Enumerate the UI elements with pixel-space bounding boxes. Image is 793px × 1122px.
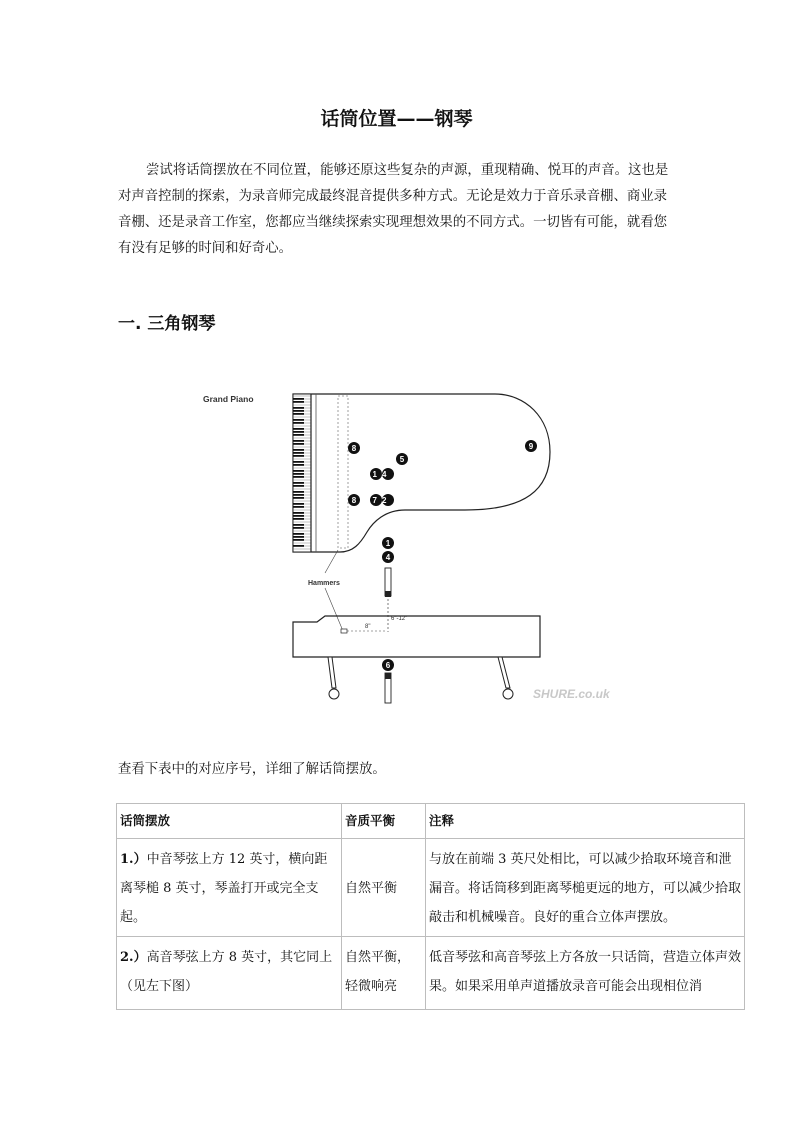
header-placement: 话筒摆放 (117, 804, 342, 839)
mic-marker-4 (382, 551, 394, 563)
shure-watermark: SHURE.co.uk (533, 687, 610, 701)
hammer-line (338, 396, 348, 548)
row1-balance: 自然平衡 (342, 839, 426, 937)
intro-paragraph: 尝试将话筒摆放在不同位置，能够还原这些复杂的声源，重现精确、悦耳的声音。这也是对声音控制的探索，为录音师完成最终混音提供多种方式。无论是效力于音乐录音棚、商业录音棚、还是录音工作室，您都应当继续探索实现理想效果的不同方式。一切皆有可能，就看您有没有足够的时间和好奇心。 (118, 163, 669, 256)
mic-marker-8-bottom (348, 494, 360, 506)
mic-marker-8-top (348, 442, 360, 454)
mic-marker-6 (382, 659, 394, 671)
vertical-distance-label: 6"-12" (391, 616, 408, 622)
row2-note: 低音琴弦和高音琴弦上方各放一只话筒，营造立体声效果。如果采用单声道播放录音可能会出现相位消 (426, 937, 745, 1010)
svg-text:8: 8 (351, 444, 357, 453)
header-balance: 音质平衡 (342, 804, 426, 839)
table-row (117, 839, 745, 937)
piano-lid-outline (293, 394, 550, 552)
row2-placement: 2.）高音琴弦上方 8 英寸，其它同上（见左下图） (117, 937, 342, 1010)
piano-side-view (293, 616, 540, 657)
row1-note: 与放在前端 3 英尺处相比，可以减少拾取环境音和泄漏音。将话筒移到距离琴槌更远的地方，可以减少拾取敲击和机械噪音。良好的重合立体声摆放。 (426, 839, 745, 937)
svg-text:72: 72 (372, 496, 392, 505)
table-row (117, 937, 745, 1010)
header-note: 注释 (426, 804, 745, 839)
svg-text:8: 8 (351, 496, 357, 505)
mic-marker-1-4 (370, 468, 394, 480)
mic-placement-table (116, 803, 745, 1010)
grand-piano-diagram (195, 382, 655, 712)
section-heading-grand-piano: 一. 三角钢琴 (118, 314, 216, 334)
mic-marker-9 (525, 440, 537, 452)
horizontal-distance-label: 8" (365, 624, 371, 630)
svg-text:9: 9 (528, 442, 534, 451)
mic-marker-1 (382, 537, 394, 549)
table-header-row (117, 804, 745, 839)
svg-text:14: 14 (372, 470, 392, 479)
mic-marker-7-2 (370, 494, 394, 506)
svg-text:1: 1 (385, 539, 391, 548)
row2-balance: 自然平衡，轻微响亮 (342, 937, 426, 1010)
svg-text:6: 6 (385, 661, 391, 670)
row1-placement: 1.）中音琴弦上方 12 英寸，横向距离琴槌 8 英寸，琴盖打开或完全支起。 (117, 839, 342, 937)
mic-marker-5 (396, 453, 408, 465)
hammers-label: Hammers (308, 580, 340, 587)
svg-text:5: 5 (399, 455, 405, 464)
table-caption: 查看下表中的对应序号，详细了解话筒摆放。 (118, 762, 386, 777)
diagram-label: Grand Piano (203, 394, 254, 404)
svg-text:4: 4 (385, 553, 391, 562)
page-title: 话筒位置——钢琴 (320, 108, 473, 130)
